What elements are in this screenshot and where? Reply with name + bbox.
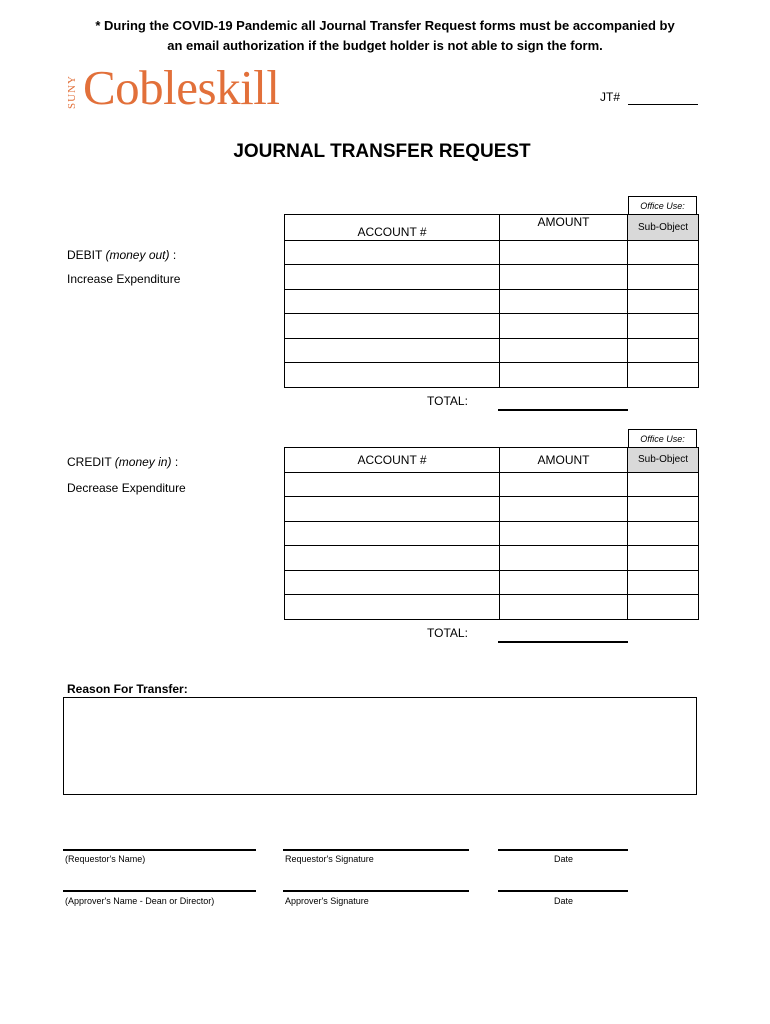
table-row — [285, 289, 699, 314]
debit-account-header: ACCOUNT # — [285, 215, 500, 241]
table-row — [285, 338, 699, 363]
debit-account-cell[interactable] — [285, 363, 500, 388]
credit-total-label: TOTAL: — [427, 626, 468, 640]
credit-sub-object-cell[interactable] — [628, 472, 699, 497]
credit-account-cell[interactable] — [285, 570, 500, 595]
credit-office-use-label: Office Use: — [628, 429, 697, 448]
credit-total-field[interactable] — [498, 641, 628, 643]
debit-label — [67, 248, 176, 262]
debit-total-field[interactable] — [498, 409, 628, 411]
notice-line-1: * During the COVID-19 Pandemic all Journal Transfer Request forms must be accompanied by — [95, 18, 675, 33]
reason-field[interactable] — [63, 697, 697, 795]
approver-name-field[interactable] — [63, 890, 256, 892]
debit-account-cell[interactable] — [285, 265, 500, 290]
debit-sub-object-cell[interactable] — [628, 314, 699, 339]
table-row — [285, 546, 699, 571]
debit-amount-cell[interactable] — [500, 314, 628, 339]
credit-sub-object-cell[interactable] — [628, 497, 699, 522]
credit-account-header: ACCOUNT # — [285, 448, 500, 473]
credit-label-prefix: CREDIT — [67, 455, 112, 469]
table-row — [285, 314, 699, 339]
debit-account-cell[interactable] — [285, 240, 500, 265]
reason-label: Reason For Transfer: — [67, 682, 188, 696]
credit-label — [67, 455, 178, 469]
credit-amount-cell[interactable] — [500, 595, 628, 620]
debit-label-prefix: DEBIT — [67, 248, 103, 262]
credit-amount-cell[interactable] — [500, 546, 628, 571]
debit-table — [284, 214, 699, 388]
approver-signature-label: Approver's Signature — [285, 896, 369, 906]
credit-amount-cell[interactable] — [500, 472, 628, 497]
approver-date-field[interactable] — [498, 890, 628, 892]
table-row — [285, 497, 699, 522]
credit-amount-cell[interactable] — [500, 521, 628, 546]
table-row — [285, 240, 699, 265]
credit-amount-cell[interactable] — [500, 497, 628, 522]
logo-cobleskill-text: Cobleskill — [83, 60, 280, 115]
credit-header-row — [285, 448, 699, 473]
debit-amount-cell[interactable] — [500, 289, 628, 314]
debit-amount-cell[interactable] — [500, 265, 628, 290]
debit-office-use-label: Office Use: — [628, 196, 697, 215]
debit-sub-object-cell[interactable] — [628, 240, 699, 265]
credit-sub-object-cell[interactable] — [628, 546, 699, 571]
jt-number-label: JT# — [600, 90, 621, 104]
requestor-date-field[interactable] — [498, 849, 628, 851]
credit-account-cell[interactable] — [285, 472, 500, 497]
debit-total-label: TOTAL: — [427, 394, 468, 408]
credit-sub-object-header: Sub-Object — [628, 448, 699, 473]
table-row — [285, 265, 699, 290]
debit-header-row — [285, 215, 699, 241]
approver-date-label: Date — [554, 896, 574, 906]
requestor-date-label: Date — [554, 854, 574, 864]
debit-account-cell[interactable] — [285, 338, 500, 363]
debit-sub-object-cell[interactable] — [628, 289, 699, 314]
debit-amount-header: AMOUNT — [500, 215, 628, 241]
form-title: JOURNAL TRANSFER REQUEST — [233, 141, 531, 162]
debit-amount-cell[interactable] — [500, 363, 628, 388]
requestor-name-field[interactable] — [63, 849, 256, 851]
debit-account-cell[interactable] — [285, 289, 500, 314]
table-row — [285, 570, 699, 595]
requestor-signature-label: Requestor's Signature — [285, 854, 374, 864]
debit-label-italic: (money out) — [105, 248, 170, 262]
notice-line-2: an email authorization if the budget holder is not able to sign the form. — [167, 38, 603, 53]
debit-sub-object-cell[interactable] — [628, 338, 699, 363]
credit-account-cell[interactable] — [285, 521, 500, 546]
covid-notice — [0, 16, 770, 56]
credit-account-cell[interactable] — [285, 595, 500, 620]
table-row — [285, 595, 699, 620]
debit-sub-object-cell[interactable] — [628, 265, 699, 290]
debit-sublabel: Increase Expenditure — [67, 272, 181, 286]
credit-table — [284, 447, 699, 620]
debit-sub-object-header: Sub-Object — [628, 215, 699, 241]
credit-amount-header: AMOUNT — [500, 448, 628, 473]
table-row — [285, 521, 699, 546]
debit-amount-cell[interactable] — [500, 338, 628, 363]
credit-amount-cell[interactable] — [500, 570, 628, 595]
approver-name-label: (Approver's Name - Dean or Director) — [65, 896, 215, 906]
approver-signature-field[interactable] — [283, 890, 469, 892]
credit-sublabel: Decrease Expenditure — [67, 481, 186, 495]
table-row — [285, 363, 699, 388]
debit-sub-object-cell[interactable] — [628, 363, 699, 388]
debit-amount-cell[interactable] — [500, 240, 628, 265]
credit-sub-object-cell[interactable] — [628, 570, 699, 595]
credit-label-suffix: : — [171, 455, 179, 469]
logo-suny-text: SUNY — [66, 75, 78, 109]
requestor-name-label: (Requestor's Name) — [65, 854, 146, 864]
credit-sub-object-cell[interactable] — [628, 521, 699, 546]
credit-account-cell[interactable] — [285, 546, 500, 571]
jt-number-field[interactable] — [628, 104, 698, 105]
credit-account-cell[interactable] — [285, 497, 500, 522]
debit-account-cell[interactable] — [285, 314, 500, 339]
table-row — [285, 472, 699, 497]
credit-label-italic: (money in) — [114, 455, 172, 469]
credit-sub-object-cell[interactable] — [628, 595, 699, 620]
debit-label-suffix: : — [169, 248, 177, 262]
requestor-signature-field[interactable] — [283, 849, 469, 851]
